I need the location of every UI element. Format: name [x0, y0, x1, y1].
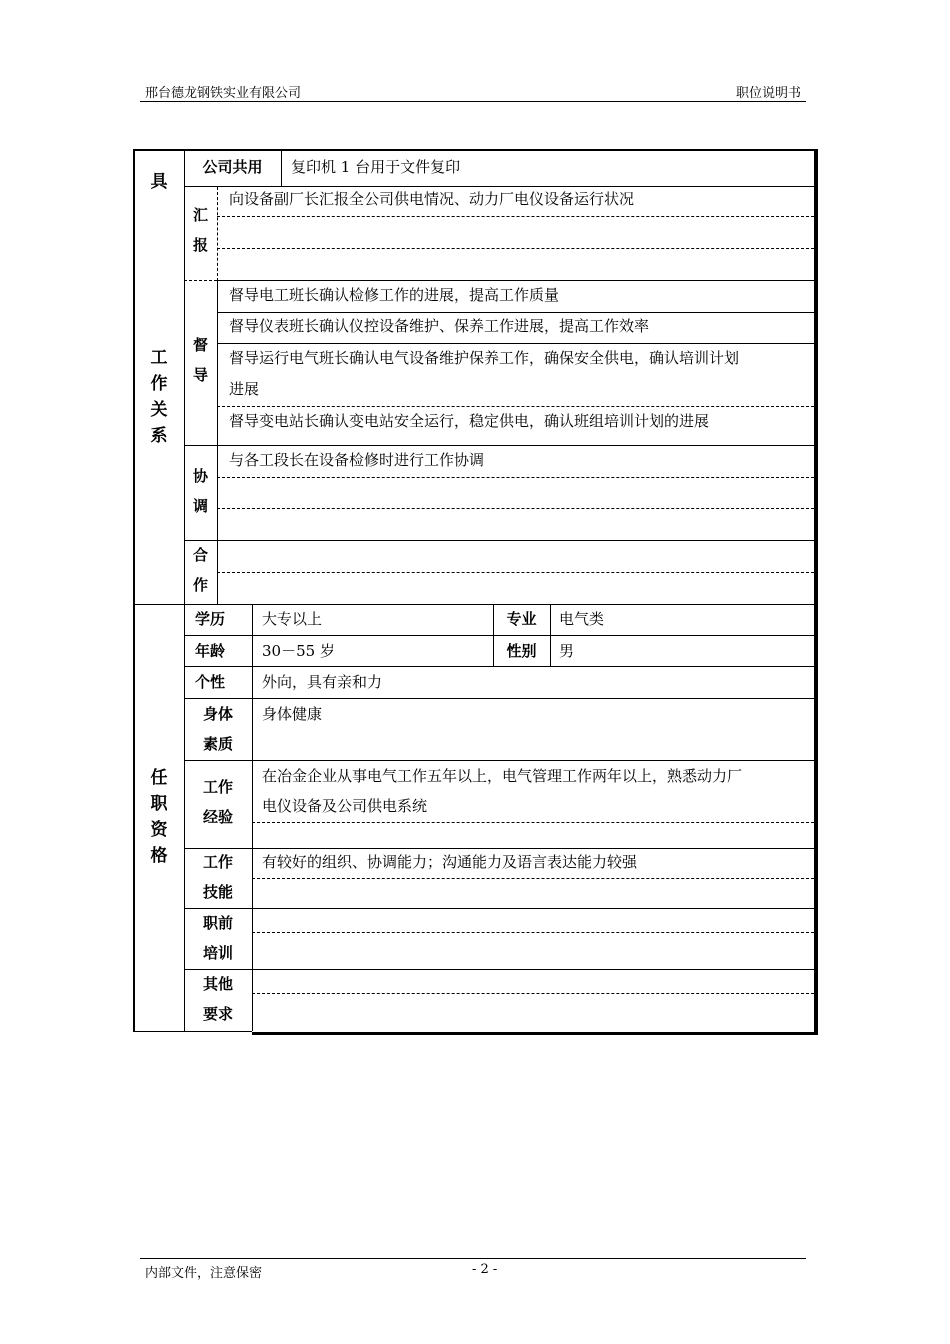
supervise-line: 督导仪表班长确认仪控设备维护、保养工作进展，提高工作效率: [229, 317, 650, 335]
qualifications-section-label: 任 职 资 格: [150, 768, 168, 866]
other-label: 其他 要求: [202, 975, 233, 1023]
tools-value: 复印机 1 台用于文件复印: [291, 158, 461, 176]
coordinate-label: 协 调: [192, 467, 208, 515]
coordinate-line: 与各工段长在设备检修时进行工作协调: [229, 451, 485, 469]
education-value: 大专以上: [262, 610, 323, 628]
experience-line: 电仪设备及公司供电系统: [262, 797, 428, 815]
header-doc-type: 职位说明书: [736, 86, 802, 101]
supervise-line: 督导变电站长确认变电站安全运行，稳定供电，确认班组培训计划的进展: [229, 412, 710, 430]
physical-value: 身体健康: [262, 705, 323, 723]
gender-value: 男: [559, 642, 575, 660]
relations-section-label: 工 作 关 系: [150, 348, 168, 446]
physical-label: 身体 素质: [202, 705, 233, 753]
gender-label: 性别: [506, 642, 537, 660]
report-line: 向设备副厂长汇报全公司供电情况、动力厂电仪设备运行状况: [229, 190, 635, 208]
supervise-label: 督 导: [192, 336, 208, 384]
footer-page-number: - 2 -: [472, 1262, 498, 1277]
supervise-line: 督导运行电气班长确认电气设备维护保养工作，确保安全供电，确认培训计划: [229, 349, 740, 367]
education-label: 学历: [194, 610, 225, 628]
training-label: 职前 培训: [202, 914, 233, 962]
personality-label: 个性: [194, 673, 225, 691]
footer-rule: [140, 1258, 806, 1259]
skills-label: 工作 技能: [202, 853, 233, 901]
age-label: 年龄: [194, 642, 225, 660]
footer-confidential: 内部文件，注意保密: [145, 1266, 263, 1281]
header-company: 邢台德龙钢铁实业有限公司: [145, 86, 302, 101]
major-value: 电气类: [559, 610, 605, 628]
age-value: 30－55 岁: [262, 642, 335, 660]
tools-label: 公司共用: [202, 158, 263, 176]
experience-line: 在冶金企业从事电气工作五年以上，电气管理工作两年以上，熟悉动力厂: [262, 767, 743, 785]
tools-section-label: 具: [150, 172, 168, 192]
skills-value: 有较好的组织、协调能力；沟通能力及语言表达能力较强: [262, 853, 638, 871]
supervise-line-continued: 进展: [229, 380, 260, 398]
personality-value: 外向，具有亲和力: [262, 673, 383, 691]
header-rule: [140, 101, 806, 102]
experience-label: 工作 经验: [202, 778, 233, 826]
major-label: 专业: [506, 610, 537, 628]
cooperate-label: 合 作: [192, 546, 208, 594]
report-label: 汇 报: [192, 206, 208, 254]
supervise-line: 督导电工班长确认检修工作的进展，提高工作质量: [229, 286, 560, 304]
